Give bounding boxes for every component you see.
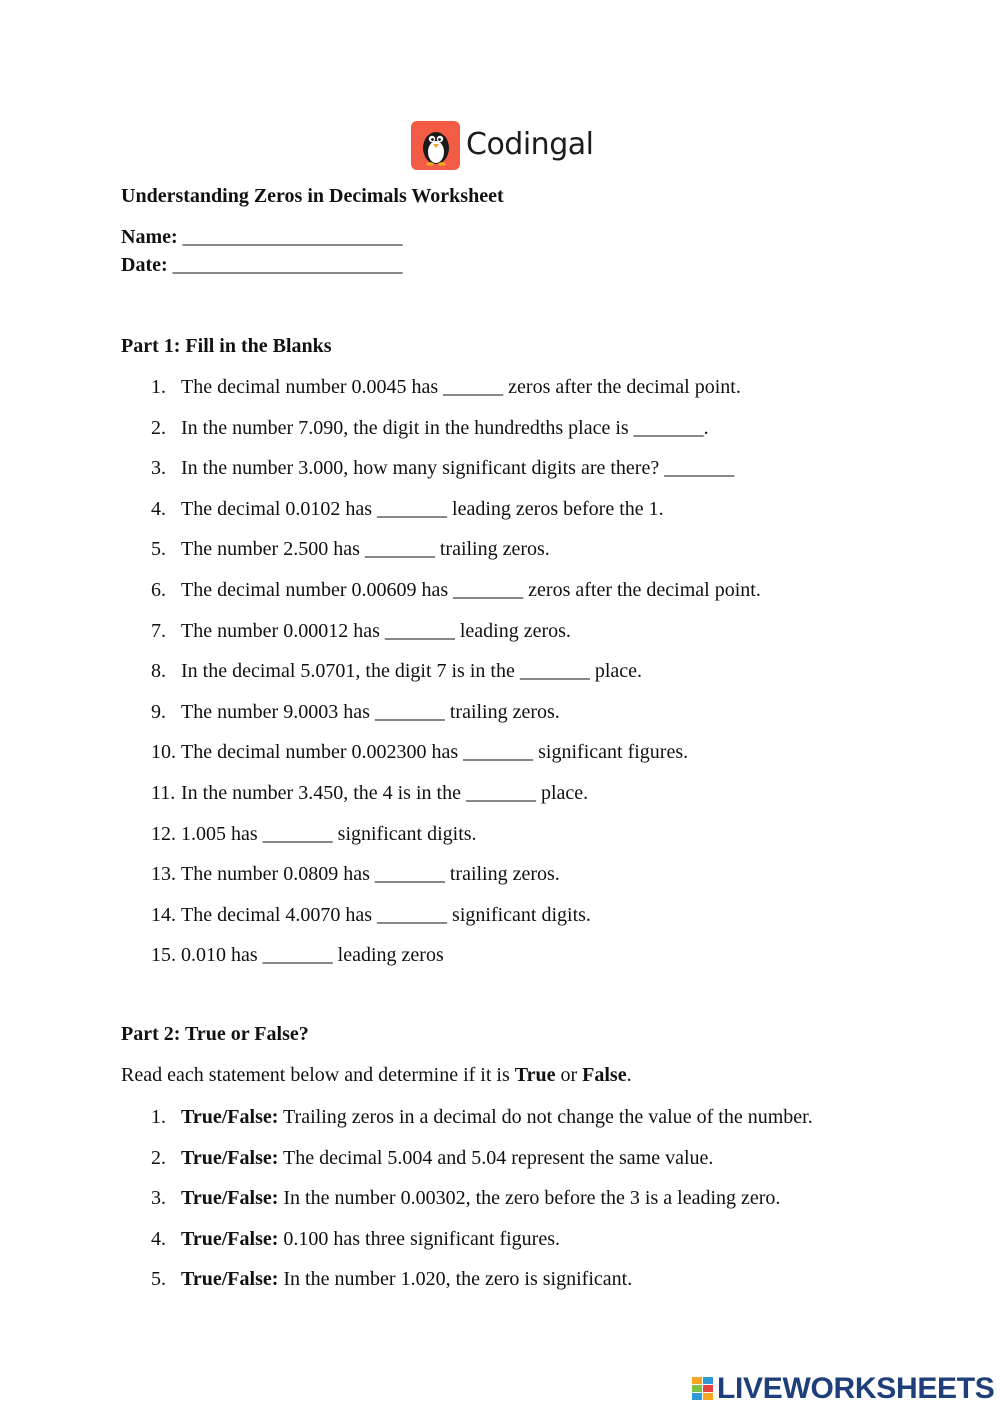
item-number: 12. [151, 822, 176, 845]
codingal-logo [411, 120, 593, 170]
item-number: 6. [151, 578, 166, 601]
brand-name: Codingal [466, 127, 594, 162]
item-number: 5. [151, 538, 166, 561]
item-number: 1. [151, 1106, 166, 1128]
true-false-label[interactable]: True/False: [181, 1146, 279, 1169]
item-number: 4. [151, 497, 166, 520]
item-text [181, 1146, 713, 1170]
item-text [181, 1186, 780, 1210]
intro-or: or [555, 1064, 583, 1086]
date-line[interactable]: _______________________ [172, 254, 403, 276]
name-field[interactable] [121, 226, 403, 249]
liveworksheets-logo [692, 1374, 995, 1404]
statement-text: The decimal 5.004 and 5.04 represent the same value. [283, 1146, 714, 1169]
item-text: The number 0.00012 has _______ leading zeros. [181, 619, 571, 642]
true-false-label[interactable]: True/False: [181, 1227, 279, 1250]
item-text: 1.005 has _______ significant digits. [181, 822, 477, 845]
item-number: 3. [151, 457, 166, 480]
part1-title: Part 1: Fill in the Blanks [121, 335, 332, 357]
item-number: 2. [151, 416, 166, 439]
penguin-icon [411, 121, 460, 170]
item-number: 5. [151, 1268, 166, 1291]
item-text [181, 1267, 632, 1291]
worksheet-title: Understanding Zeros in Decimals Worksheet [121, 185, 504, 207]
item-text: The decimal number 0.0045 has ______ zeros after the decimal point. [181, 376, 741, 398]
item-text: In the number 3.000, how many significant digits are there? _______ [181, 457, 735, 480]
liveworksheets-icon [692, 1377, 714, 1401]
liveworksheets-brand: LIVEWORKSHEETS [717, 1372, 995, 1405]
item-text: The number 2.500 has _______ trailing zeros. [181, 538, 550, 561]
item-text: The decimal 4.0070 has _______ significant digits. [181, 903, 591, 926]
date-label: Date: [121, 254, 168, 276]
item-number: 9. [151, 700, 166, 723]
item-number: 10. [151, 741, 176, 764]
item-text: The number 0.0809 has _______ trailing zeros. [181, 863, 560, 886]
item-number: 3. [151, 1187, 166, 1210]
item-text: The decimal number 0.002300 has _______ significant figures. [181, 741, 689, 764]
part2-title: Part 2: True or False? [121, 1023, 309, 1045]
item-number: 11. [151, 781, 176, 804]
item-number: 13. [151, 863, 176, 886]
date-field[interactable] [121, 254, 403, 277]
item-text [181, 1105, 813, 1129]
true-false-label[interactable]: True/False: [181, 1187, 279, 1210]
intro-true: True [514, 1064, 556, 1086]
item-number: 8. [151, 660, 166, 683]
item-number: 2. [151, 1146, 166, 1169]
part2-instructions [121, 1064, 632, 1087]
item-number: 4. [151, 1227, 166, 1250]
item-number: 1. [151, 376, 166, 398]
item-text: 0.010 has _______ leading zeros [181, 944, 444, 967]
intro-suffix: . [626, 1064, 632, 1086]
true-false-label[interactable]: True/False: [181, 1268, 279, 1291]
statement-text: Trailing zeros in a decimal do not change the value of the number. [283, 1106, 813, 1128]
intro-false: False [582, 1064, 627, 1086]
true-false-label[interactable]: True/False: [181, 1106, 279, 1128]
statement-text: 0.100 has three significant figures. [283, 1227, 560, 1250]
item-text: The decimal 0.0102 has _______ leading zeros before the 1. [181, 497, 664, 520]
item-number: 7. [151, 619, 166, 642]
item-number: 15. [151, 944, 176, 967]
item-text: In the number 7.090, the digit in the hundredths place is _______. [181, 416, 709, 439]
statement-text: In the number 0.00302, the zero before the 3 is a leading zero. [283, 1187, 781, 1210]
intro-text: Read each statement below and determine if it is [121, 1064, 515, 1086]
name-line[interactable]: ______________________ [182, 226, 403, 248]
item-text [181, 1227, 560, 1251]
item-text: The decimal number 0.00609 has _______ zeros after the decimal point. [181, 578, 761, 601]
item-text: In the decimal 5.0701, the digit 7 is in the _______ place. [181, 660, 643, 683]
item-number: 14. [151, 903, 176, 926]
item-text: The number 9.0003 has _______ trailing zeros. [181, 700, 560, 723]
name-label: Name: [121, 226, 178, 248]
statement-text: In the number 1.020, the zero is significant. [283, 1268, 633, 1291]
item-text: In the number 3.450, the 4 is in the _______ place. [181, 781, 589, 804]
